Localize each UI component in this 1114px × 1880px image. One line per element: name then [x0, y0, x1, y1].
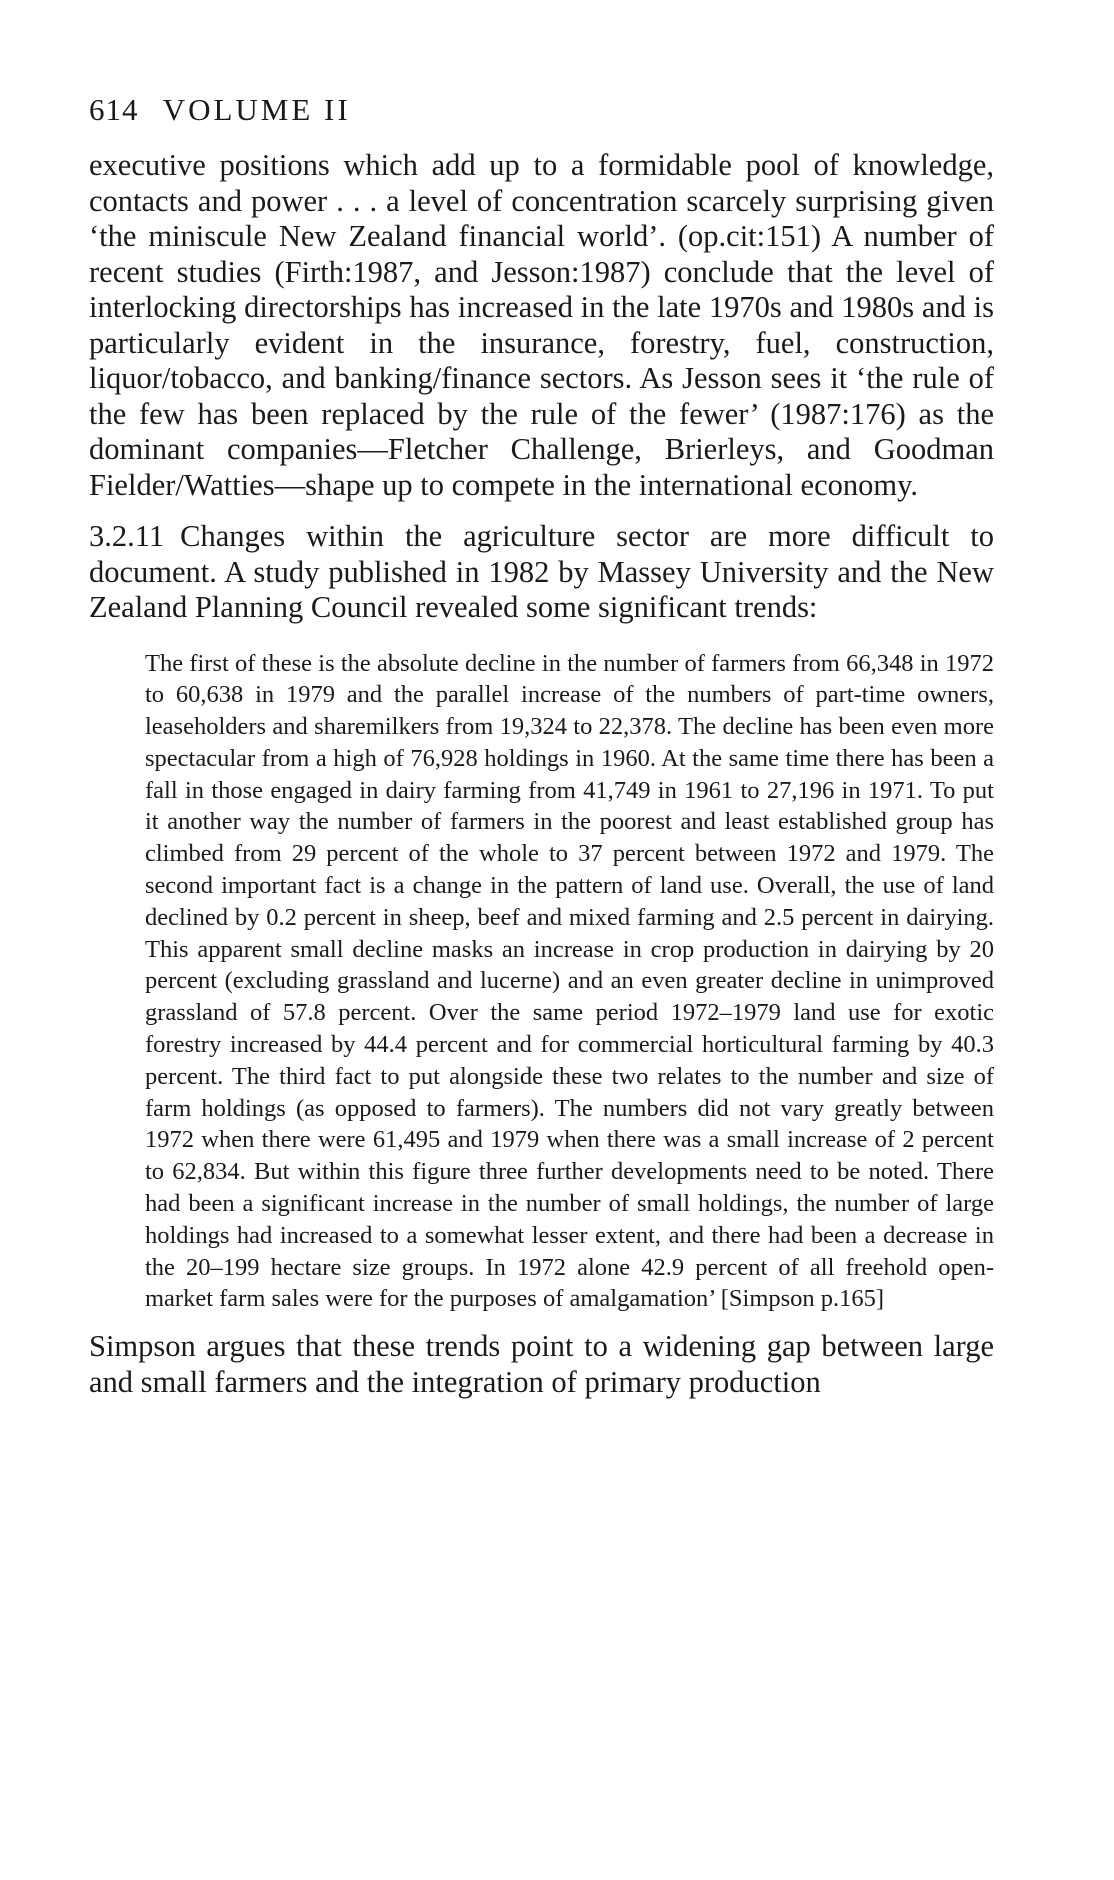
block-quote: The first of these is the absolute decline in the number of farmers from 66,348 in 1972 to 60,638 in 1979 and the parallel increase of the numbers of part-time owners, leaseholders and sharemilkers from 19,324 to 22,378. The decline has been even more spectacular from a high of 76,928 holdings in 1960. At the same time there has been a fall in those engaged in dairy farming from 41,749 in 1961 to 27,196 in 1971. To put it another way the number of farmers in the poorest and least established group has climbed from 29 percent of the whole to 37 percent between 1972 and 1979. The second important fact is a change in the pattern of land use. Overall, the use of land declined by 0.2 percent in sheep, beef and mixed farming and 2.5 percent in dairying. This apparent small decline masks an increase in crop production in dairying by 20 percent (excluding grassland and lucerne) and an even greater decline in unimproved grassland of 57.8 percent. Over the same period 1972–1979 land use for exotic forestry increased by 44.4 percent and for commercial horticultural farming by 40.3 percent. The third fact to put alongside these two relates to the number and size of farm holdings (as opposed to farmers). The numbers did not vary greatly between 1972 when there were 61,495 and 1979 when there was a small increase of 2 percent to 62,834. But within this figure three further developments need to be noted. There had been a significant increase in the number of small holdings, the number of large holdings had increased to a somewhat lesser extent, and there had been a decrease in the 20–199 hectare size groups. In 1972 alone 42.9 percent of all freehold open-market farm sales were for the purposes of amalgamation’ [Simpson p.165] — [145, 649, 994, 1313]
running-head — [89, 88, 994, 132]
closing-paragraph: Simpson argues that these trends point to a widening gap between large and small farmers and the integration of primary production — [89, 1329, 994, 1399]
continuation-paragraph: executive positions which add up to a formidable pool of knowledge, contacts and power . . . a level of concentration scarcely surprising given ‘the miniscule New Zealand financial world’. (op.cit:151) A number of recent studies (Firth:1987, and Jesson:1987) conclude that the level of interlocking directorships has increased in the late 1970s and 1980s and is particularly evident in the insurance, forestry, fuel, construction, liquor/tobacco, and banking/finance sectors. As Jesson sees it ‘the rule of the few has been replaced by the rule of the fewer’ (1987:176) as the dominant companies—Fletcher Challenge, Brierleys, and Goodman Fielder/Watties—shape up to compete in the international economy. — [89, 148, 994, 502]
section-number: 3.2.11 — [89, 519, 165, 553]
page-number: 614 — [89, 92, 139, 127]
volume-label: VOLUME II — [162, 92, 351, 127]
section-paragraph — [89, 519, 994, 626]
section-paragraph-text: Changes within the agriculture sector are more difficult to document. A study published in 1982 by Massey University and the New Zealand Planning Council revealed some significant trends: — [89, 519, 994, 624]
document-page — [89, 88, 994, 1400]
